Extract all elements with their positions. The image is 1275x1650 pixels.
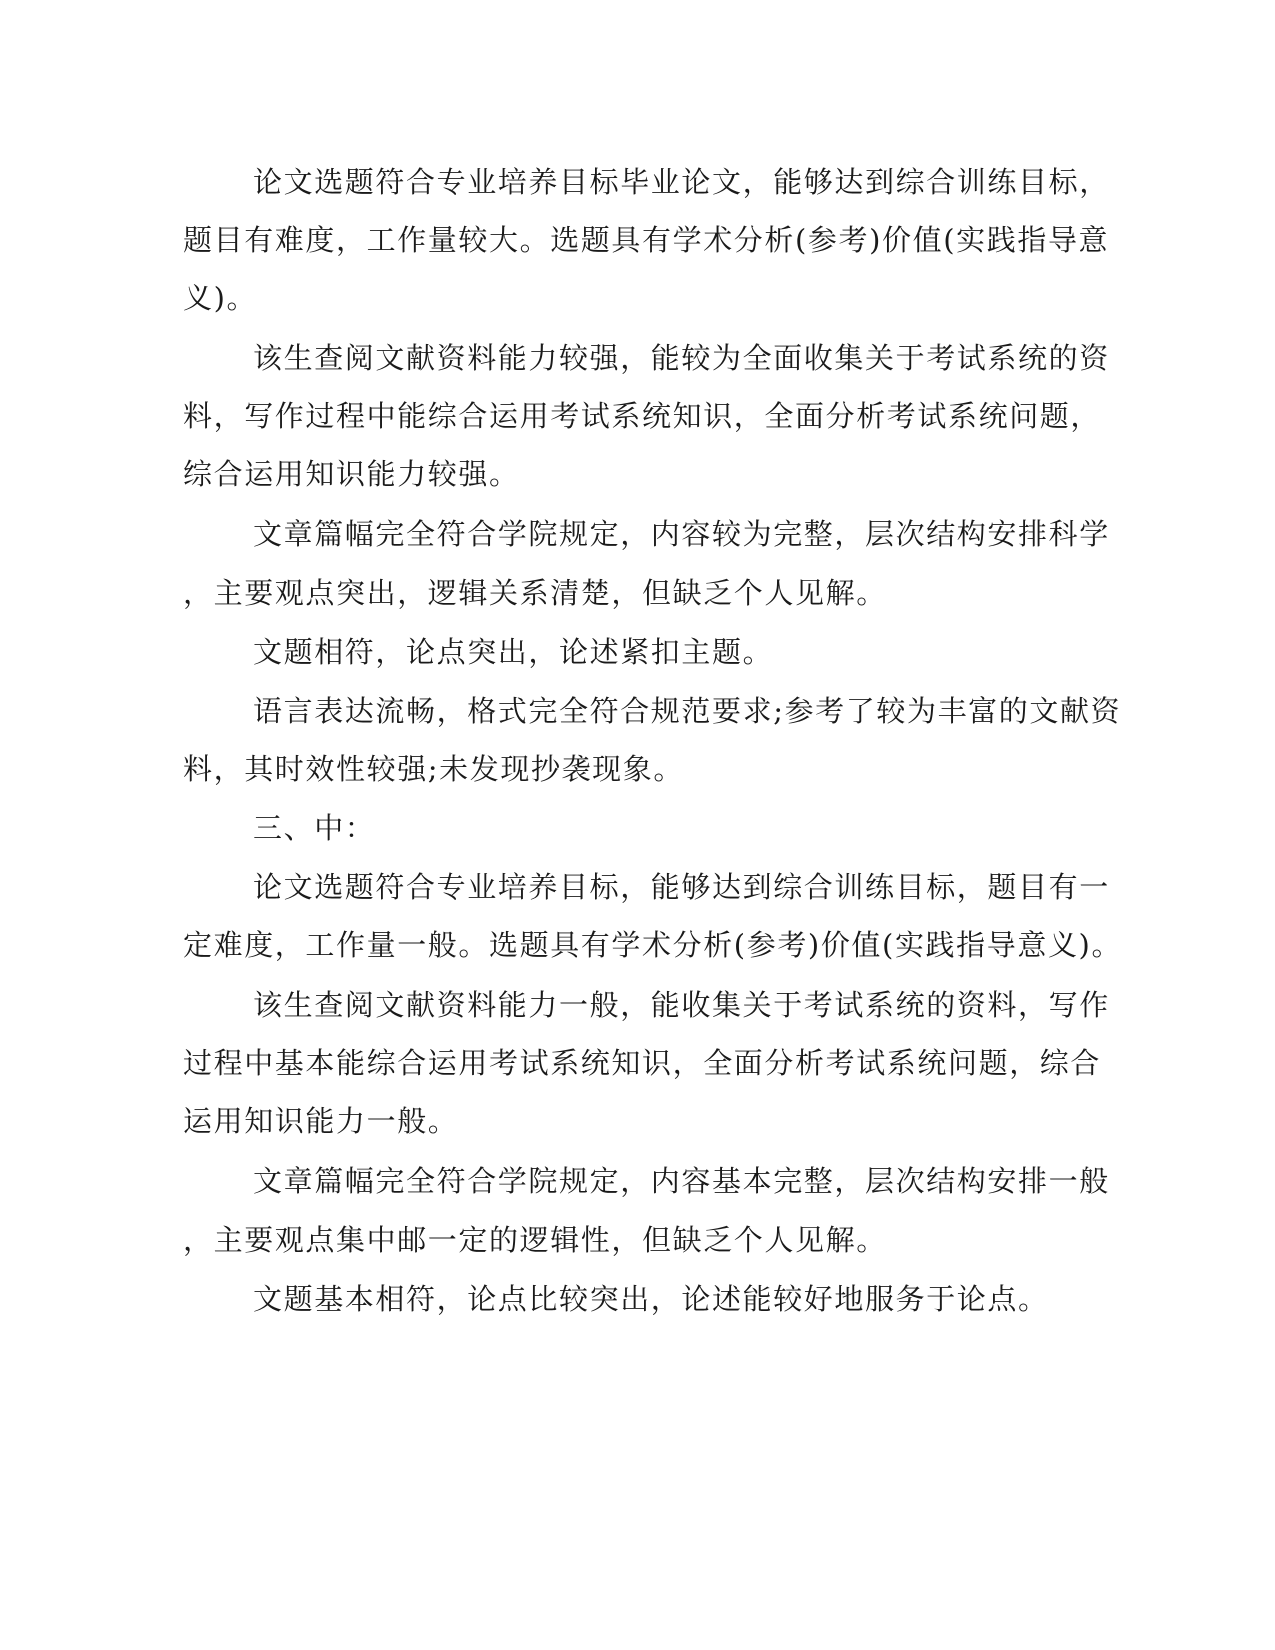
paragraph-line: ，主要观点突出，逻辑关系清楚，但缺乏个人见解。 — [183, 576, 887, 610]
paragraph-line: 综合运用知识能力较强。 — [183, 457, 520, 491]
paragraph-line: 该生查阅文献资料能力一般，能收集关于考试系统的资料，写作 — [253, 988, 1110, 1022]
paragraph-line: 语言表达流畅，格式完全符合规范要求;参考了较为丰富的文献资 — [253, 694, 1122, 728]
paragraph-line: 该生查阅文献资料能力较强，能较为全面收集关于考试系统的资 — [253, 341, 1110, 375]
paragraph-line: 论文选题符合专业培养目标毕业论文，能够达到综合训练目标， — [253, 165, 1110, 199]
paragraph-line: 题目有难度，工作量较大。选题具有学术分析(参考)价值(实践指导意 — [183, 223, 1110, 257]
paragraph-line: 料，其时效性较强;未发现抄袭现象。 — [183, 752, 684, 786]
paragraph-line: 义)。 — [183, 281, 258, 315]
section-heading: 三、中： — [253, 811, 376, 845]
paragraph-line: 文章篇幅完全符合学院规定，内容较为完整，层次结构安排科学 — [253, 517, 1110, 551]
paragraph-line: 文题相符，论点突出，论述紧扣主题。 — [253, 635, 774, 669]
paragraph-line: 文章篇幅完全符合学院规定，内容基本完整，层次结构安排一般 — [253, 1164, 1110, 1198]
paragraph-line: 文题基本相符，论点比较突出，论述能较好地服务于论点。 — [253, 1282, 1049, 1316]
paragraph-line: 定难度，工作量一般。选题具有学术分析(参考)价值(实践指导意义)。 — [183, 928, 1123, 962]
paragraph-line: 论文选题符合专业培养目标，能够达到综合训练目标，题目有一 — [253, 870, 1110, 904]
paragraph-line: ，主要观点集中邮一定的逻辑性，但缺乏个人见解。 — [183, 1223, 887, 1257]
paragraph-line: 过程中基本能综合运用考试系统知识，全面分析考试系统问题，综合 — [183, 1046, 1102, 1080]
paragraph-line: 料，写作过程中能综合运用考试系统知识，全面分析考试系统问题， — [183, 399, 1102, 433]
paragraph-line: 运用知识能力一般。 — [183, 1104, 459, 1138]
